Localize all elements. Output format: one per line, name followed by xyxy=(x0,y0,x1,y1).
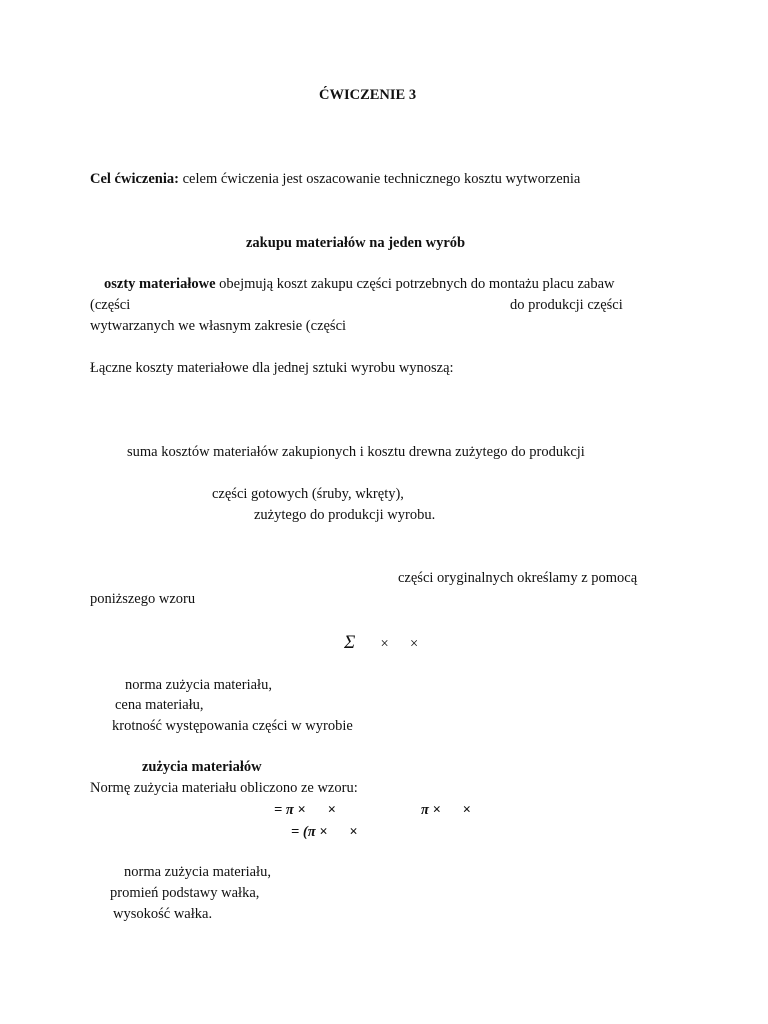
formula2-row1-right: π × × xyxy=(421,802,471,818)
sum-line: suma kosztów materiałów zakupionych i kosztu drewna zużytego do produkcji xyxy=(127,444,585,460)
formula2-row1-left: = π × × xyxy=(274,802,336,818)
times-symbol: × xyxy=(380,636,389,652)
legend1-price: cena materiału, xyxy=(115,697,204,713)
used-line: zużytego do produkcji wyrobu. xyxy=(254,507,436,523)
para1-line1 xyxy=(104,277,615,292)
para1-line3: wytwarzanych we własnym zakresie (części xyxy=(90,318,347,334)
section-heading: zakupu materiałów na jeden wyrób xyxy=(246,235,466,251)
document-title: ĆWICZENIE 3 xyxy=(319,87,417,103)
formula2-row2: = (π × × xyxy=(291,824,358,840)
sigma-symbol: Σ xyxy=(344,632,356,653)
parts-line: części gotowych (śruby, wkręty), xyxy=(212,486,404,502)
times-symbol: × xyxy=(409,636,419,652)
cost-formula xyxy=(344,633,418,652)
legend2-height: wysokość wałka. xyxy=(113,906,213,922)
legend1-norm: norma zużycia materiału, xyxy=(125,677,272,693)
goal-text: celem ćwiczenia jest oszacowanie technicznego kosztu wytworzenia xyxy=(178,171,581,187)
legend2-norm: norma zużycia materiału, xyxy=(124,864,271,880)
consumption-heading: zużycia materiałów xyxy=(142,759,262,775)
material-costs-term: oszty materiałowe xyxy=(104,276,216,292)
para1-line2-left: (części xyxy=(90,297,131,313)
original-parts-line: części oryginalnych określamy z pomocą xyxy=(398,570,638,586)
legend2-radius: promień podstawy wałka, xyxy=(110,885,260,901)
para1-line1-text: obejmują koszt zakupu części potrzebnych do montażu placu zabaw xyxy=(215,276,615,292)
legend1-multiplicity: krotność występowania części w wyrobie xyxy=(112,718,353,734)
goal-paragraph xyxy=(90,172,580,187)
norm-intro: Normę zużycia materiału obliczono ze wzoru: xyxy=(90,780,358,796)
formula-intro: poniższego wzoru xyxy=(90,591,196,607)
goal-label: Cel ćwiczenia: xyxy=(90,171,179,187)
total-costs-line: Łączne koszty materiałowe dla jednej sztuki wyrobu wynoszą: xyxy=(90,360,454,376)
para1-line2-right: do produkcji części xyxy=(510,297,623,313)
